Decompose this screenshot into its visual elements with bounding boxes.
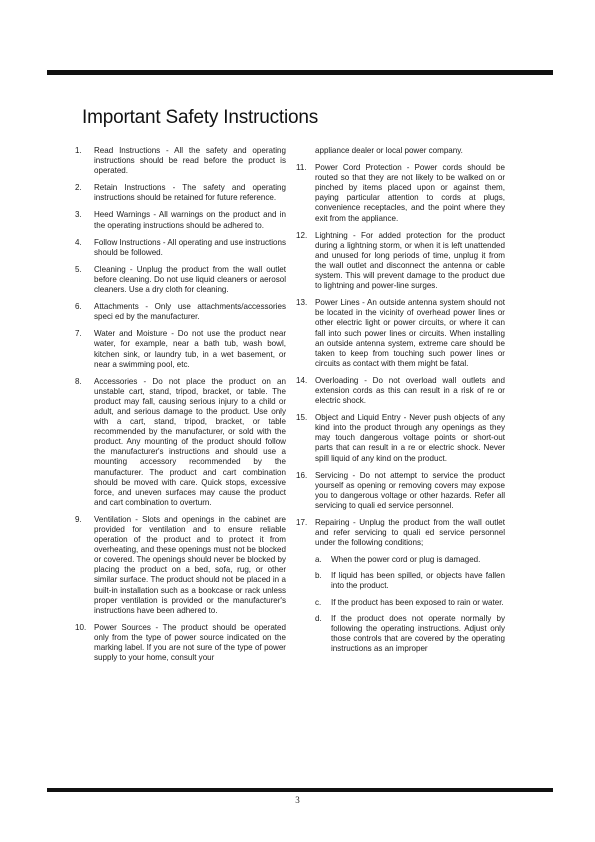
list-item [75, 329, 286, 369]
list-item [75, 515, 286, 616]
right-column [296, 146, 505, 660]
sub-item-letter: b. [315, 571, 322, 581]
item-number: 8. [75, 376, 82, 386]
sub-item-letter: d. [315, 613, 322, 623]
bottom-rule [47, 788, 553, 792]
left-column [75, 146, 286, 670]
item-text: Power Sources - The product should be operated only from the type of power source indicated on the marking label. If you are not sure of the type of power supply to your home, consult your [94, 622, 286, 663]
item-text: Repairing - Unplug the product from the wall outlet and refer servicing to quali ed service personnel under the following conditions; [315, 518, 505, 548]
item-number: 4. [75, 237, 82, 247]
continuation-text: appliance dealer or local power company. [315, 146, 463, 155]
list-item [75, 210, 286, 230]
item-text: Read Instructions - All the safety and operating instructions should be read before the product is operated. [94, 146, 286, 176]
item-number: 11. [296, 163, 307, 173]
item-text: Power Cord Protection - Power cords should be routed so that they are not likely to be walked on or pinched by items placed upon or against them, paying particular attention to cords at plugs, convenience receptacles, and the point where they exit from the appliance. [315, 163, 505, 223]
sub-item-text: When the power cord or plug is damaged. [331, 555, 481, 565]
list-item [296, 376, 505, 406]
item-text: Attachments - Only use attachments/accessories speci ed by the manufacturer. [94, 302, 286, 322]
item-number: 6. [75, 302, 82, 312]
sub-list-item [315, 571, 505, 591]
item-text: Ventilation - Slots and openings in the cabinet are provided for ventilation and to ensure reliable operation of the product and to protect it from overheating, and these openings must not be blocked or covered. The openings should never be blocked by placing the product on a bed, sofa, rug, or other similar surface. The product should not be placed in a built-in installation such as a bookcase or rack unless proper ventilation is provided or the manufacturer's instructions have been adhered to. [94, 514, 286, 615]
item-text: Overloading - Do not overload wall outlets and extension cords as this can result in a risk of re or electric shock. [315, 375, 505, 406]
item-number: 5. [75, 264, 82, 274]
item-number: 13. [296, 298, 308, 308]
list-item [75, 377, 286, 508]
sub-item-letter: a. [315, 555, 322, 565]
item-number: 7. [75, 329, 82, 339]
list-item [75, 265, 286, 295]
list-item [75, 183, 286, 203]
item-text: Lightning - For added protection for the product during a lightning storm, or when it is left unattended and unused for long periods of time, unplug it from the wall outlet and disconnect the antenna or cable system. This will prevent damage to the product due to lightning and power-line surges. [315, 230, 505, 291]
list-item [75, 302, 286, 322]
page-number: 3 [295, 795, 300, 805]
sub-list-item [315, 614, 505, 654]
list-item [296, 231, 505, 292]
list-item [296, 413, 505, 463]
page-title: Important Safety Instructions [82, 107, 319, 128]
item-number: 17. [296, 518, 308, 527]
sub-item-letter: c. [315, 597, 322, 607]
item-text: Power Lines - An outside antenna system should not be located in the vicinity of overhead power lines or other electric light or power circuits, or where it can fall into such power lines or circuits. When installing an outside antenna system, extreme care should be taken to keep from touching such power lines or circuits as contact with them might be fatal. [315, 298, 505, 368]
sub-item-text: If the product does not operate normally by following the operating instructions. Adjust only those controls that are covered by the operating instructions as an improper [331, 613, 505, 653]
sub-list-item [315, 598, 505, 608]
list-item [75, 623, 286, 663]
item-number: 12. [296, 230, 308, 240]
item-number: 14. [296, 375, 308, 385]
list-item [296, 518, 505, 548]
sub-item-text: If liquid has been spilled, or objects have fallen into the product. [331, 571, 505, 591]
item-number: 1. [75, 146, 82, 155]
item-text: Servicing - Do not attempt to service the product yourself as opening or removing covers may expose you to dangerous voltage or other hazards. Refer all servicing to quali ed service personnel. [315, 470, 505, 510]
list-item [296, 471, 505, 511]
item-text: Object and Liquid Entry - Never push objects of any kind into the product through any openings as they may touch dangerous voltage points or short-out parts that can result in a re or electric shock. Never spill liquid of any kind on the product. [315, 413, 505, 463]
item-text: Follow Instructions - All operating and use instructions should be followed. [94, 237, 286, 257]
sub-item-text: If the product has been exposed to rain or water. [331, 597, 504, 607]
item-number: 2. [75, 183, 82, 193]
item-text: Retain Instructions - The safety and operating instructions should be retained for future reference. [94, 183, 286, 203]
item-number: 9. [75, 514, 82, 524]
top-rule [47, 70, 553, 75]
item-number: 10. [75, 622, 87, 632]
item-number: 3. [75, 210, 82, 220]
list-item [296, 298, 505, 369]
item-number: 15. [296, 413, 308, 423]
item-text: Water and Moisture - Do not use the product near water, for example, near a bath tub, wash bowl, kitchen sink, or laundry tub, in a wet basement, or near a swimming pool, etc. [94, 329, 286, 369]
item-number: 16. [296, 470, 308, 480]
item-text: Heed Warnings - All warnings on the product and in the operating instructions should be adhered to. [94, 210, 286, 230]
item-text: Accessories - Do not place the product on an unstable cart, stand, tripod, bracket, or table. The product may fall, causing serious injury to a child or adult, and serious damage to the product. Use only with a cart, stand, tripod, bracket, or table recommended by the manufacturer, or sold with the product. Any mounting of the product should follow the manufacturer's instructions and should use a mounting accessory recommended by the manufacturer. The product and cart combination should be moved with care. Quick stops, excessive force, and uneven surfaces may cause the product and cart combination to overturn. [94, 376, 286, 507]
list-item [75, 146, 286, 176]
list-item [75, 238, 286, 258]
sub-list-item [315, 555, 505, 565]
item-text: Cleaning - Unplug the product from the wall outlet before cleaning. Do not use liquid cleaners or aerosol cleaners. Use a dry cloth for cleaning. [94, 264, 286, 295]
list-item [296, 163, 505, 224]
